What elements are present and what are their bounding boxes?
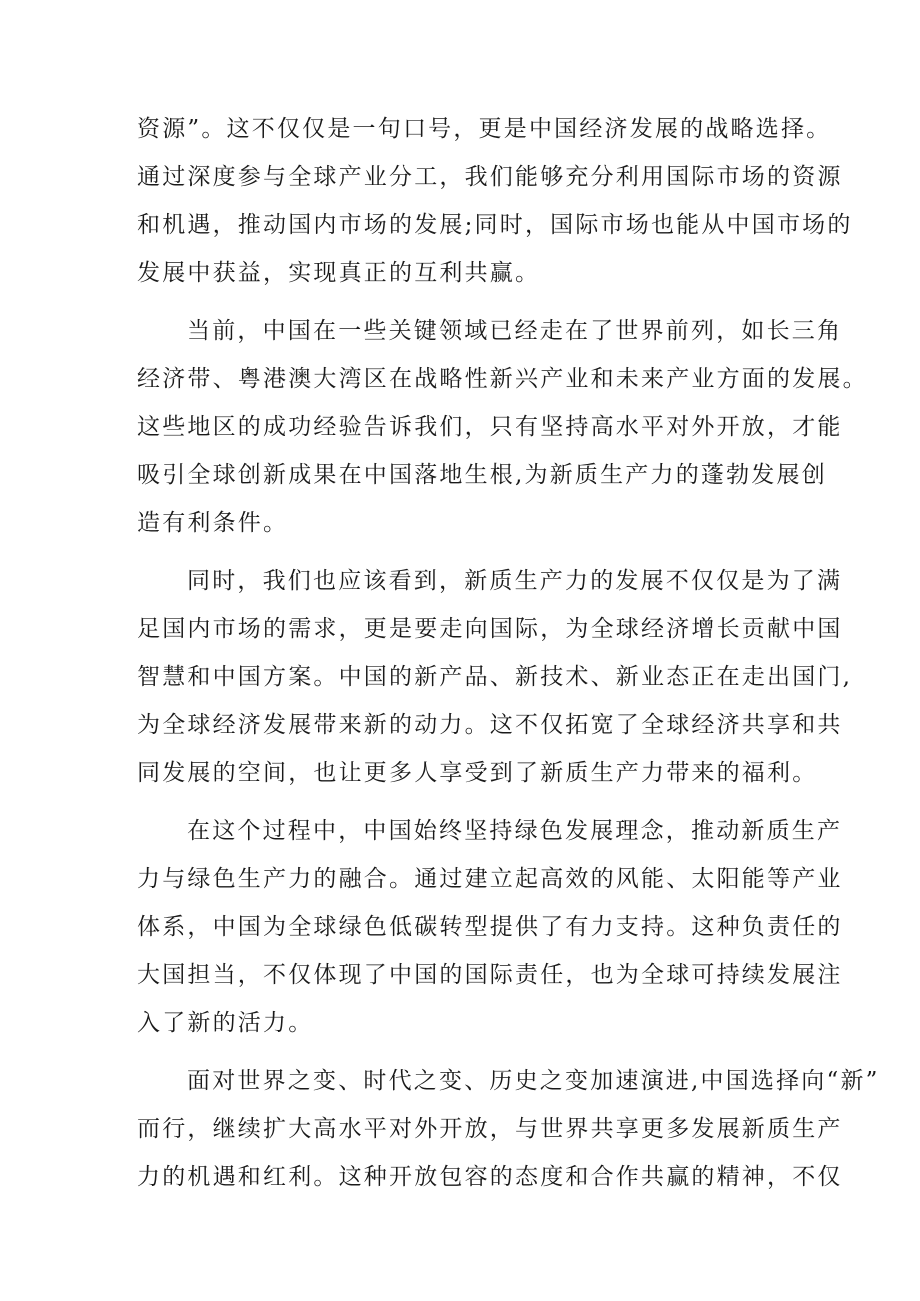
text-line: 吸引全球创新成果在中国落地生根,为新质生产力的蓬勃发展创 (137, 462, 827, 488)
text-line: 为全球经济发展带来新的动力。这不仅拓宽了全球经济共享和共 (137, 712, 843, 738)
text-line: 足国内市场的需求，更是要走向国际，为全球经济增长贡献中国 (137, 616, 843, 642)
paragraph-5 (137, 1057, 880, 1201)
paragraph-2 (137, 307, 868, 547)
text-line: 入了新的活力。 (137, 1010, 314, 1036)
text-line: 而行，继续扩大高水平对外开放，与世界共享更多发展新质生产 (137, 1116, 843, 1142)
text-line: 智慧和中国方案。中国的新产品、新技术、新业态正在走出国门, (137, 664, 853, 690)
paragraph-3 (137, 557, 853, 797)
text-line: 造有利条件。 (137, 510, 289, 536)
text-line: 面对世界之变、时代之变、历史之变加速演进,中国选择向“新” (187, 1068, 880, 1094)
text-line: 同发展的空间，也让更多人享受到了新质生产力带来的福利。 (137, 760, 818, 786)
text-line: 同时，我们也应该看到，新质生产力的发展不仅仅是为了满 (187, 568, 843, 594)
text-line: 在这个过程中，中国始终坚持绿色发展理念，推动新质生产 (187, 818, 843, 844)
text-line: 大国担当，不仅体现了中国的国际责任，也为全球可持续发展注 (137, 962, 843, 988)
text-line: 体系，中国为全球绿色低碳转型提供了有力支持。这种负责任的 (137, 914, 843, 940)
paragraph-1 (137, 105, 853, 297)
text-line: 发展中获益，实现真正的互利共赢。 (137, 260, 541, 286)
text-line: 这些地区的成功经验告诉我们，只有坚持高水平对外开放，才能 (137, 414, 843, 440)
text-line: 经济带、粤港澳大湾区在战略性新兴产业和未来产业方面的发展。 (137, 366, 868, 392)
text-line: 通过深度参与全球产业分工，我们能够充分利用国际市场的资源 (137, 164, 843, 190)
text-line: 力的机遇和红利。这种开放包容的态度和合作共赢的精神，不仅 (137, 1164, 843, 1190)
text-line: 当前，中国在一些关键领域已经走在了世界前列，如长三角 (187, 318, 843, 344)
text-line: 和机遇，推动国内市场的发展;同时，国际市场也能从中国市场的 (137, 212, 853, 238)
text-line: 资源”。这不仅仅是一句口号，更是中国经济发展的战略选择。 (137, 116, 832, 142)
document-body (137, 105, 880, 1201)
paragraph-4 (137, 807, 843, 1047)
text-line: 力与绿色生产力的融合。通过建立起高效的风能、太阳能等产业 (137, 866, 843, 892)
